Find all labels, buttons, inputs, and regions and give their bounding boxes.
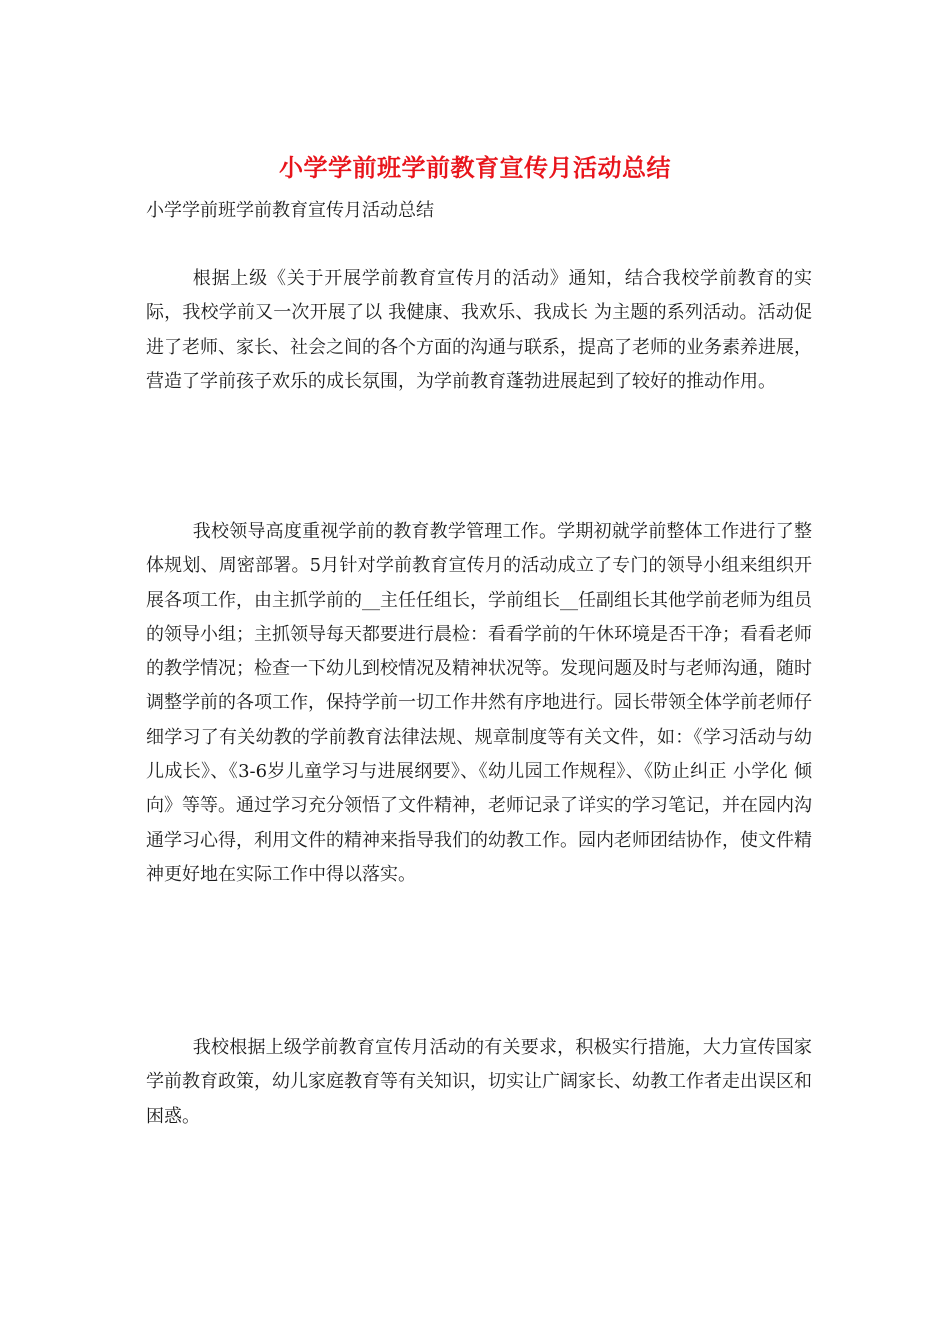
body-paragraph-3: 我校根据上级学前教育宣传月活动的有关要求，积极实行措施，大力宣传国家学前教育政策，幼儿家庭教育等有关知识，切实让广阔家长、幼教工作者走出误区和困惑。 [146, 1037, 812, 1127]
body-paragraph-2: 我校领导高度重视学前的教育教学管理工作。学期初就学前整体工作进行了整体规划、周密部署。5月针对学前教育宣传月的活动成立了专门的领导小组来组织开展各项工作，由主抓学前的__主任任组长，学前组长__任副组长其他学前老师为组员的领导小组；主抓领导每天都要进行晨检：看看学前的午休环境是否干净；看看老师的教学情况；检查一下幼儿到校情况及精神状况等。发现问题及时与老师沟通，随时调整学前的各项工作，保持学前一切工作井然有序地进行。园长带领全体学前老师仔细学习了有关幼教的学前教育法律法规、规章制度等有关文件，如：《学习活动与幼儿成长》、《3-6岁儿童学习与进展纲要》、《幼儿园工作规程》、《防止纠正 小学化 倾向》等等。通过学习充分领悟了文件精神，老师记录了详实的学习笔记，并在园内沟通学习心得，利用文件的精神来指导我们的幼教工作。园内老师团结协作，使文件精神更好地在实际工作中得以落实。 [146, 521, 812, 885]
document-title: 小学学前班学前教育宣传月活动总结 [279, 153, 671, 182]
document-subtitle: 小学学前班学前教育宣传月活动总结 [146, 200, 434, 221]
body-paragraph-1: 根据上级《关于开展学前教育宣传月的活动》通知，结合我校学前教育的实际，我校学前又一次开展了以 我健康、我欢乐、我成长 为主题的系列活动。活动促进了老师、家长、社会之间的各个方面的沟通与联系，提高了老师的业务素养进展，营造了学前孩子欢乐的成长氛围，为学前教育蓬勃进展起到了较好的推动作用。 [146, 268, 812, 392]
